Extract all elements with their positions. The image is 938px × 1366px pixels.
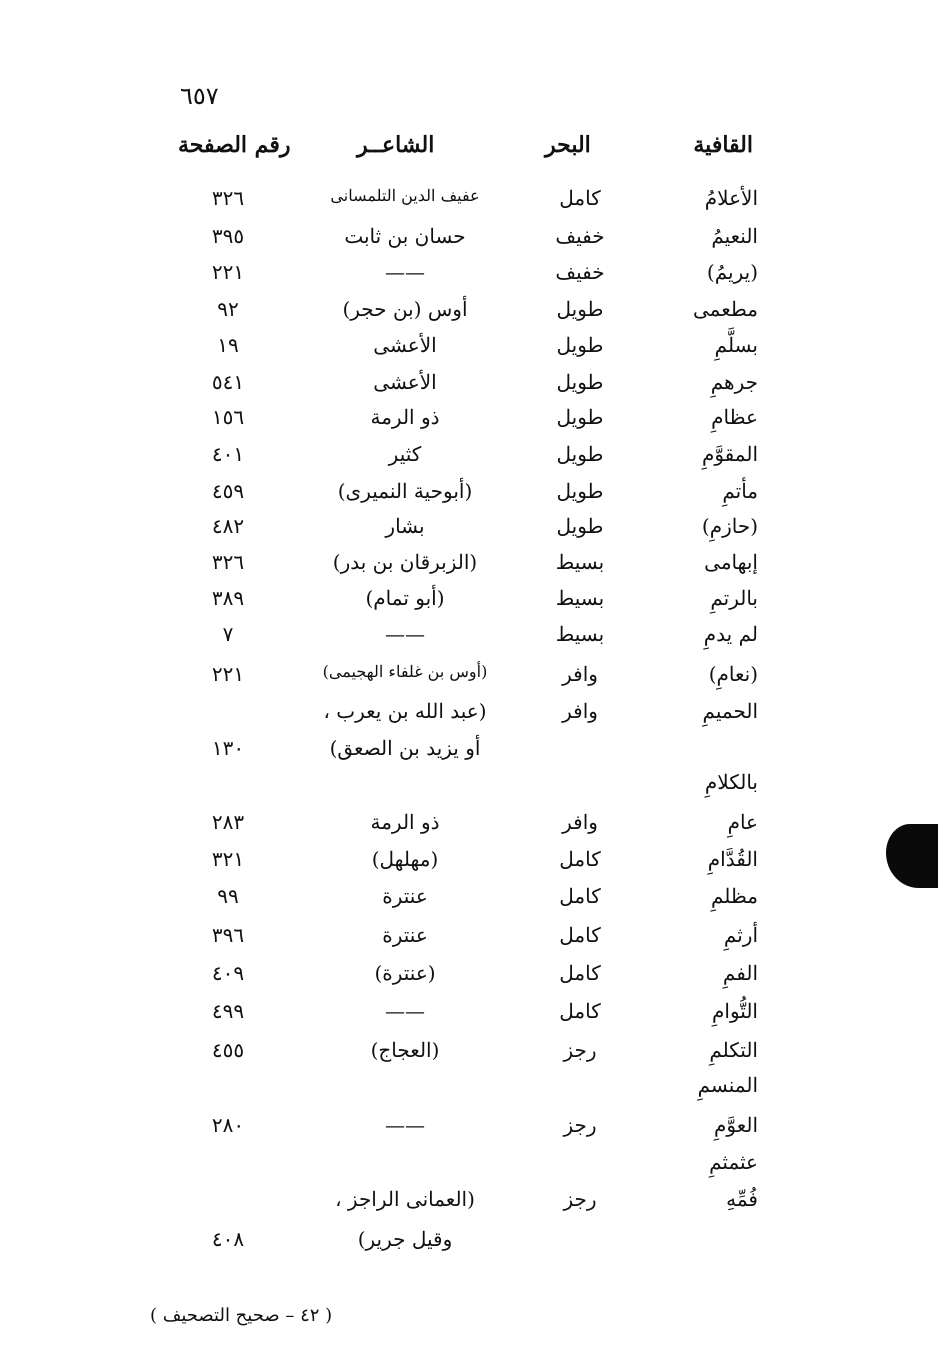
qafia-cell: لم يدمِ [703,622,758,646]
page-cell: ١٣٠ [211,736,245,760]
page-cell: ٣٢٦ [211,186,245,210]
poet-cell: وقيل جرير) [357,1227,453,1251]
header-poet: الشاعــر [357,132,435,158]
bahr-cell: طويل [556,442,604,466]
bahr-cell: طويل [556,514,604,538]
bahr-cell: كامل [559,999,601,1023]
header-qafia: القافية [693,132,753,158]
poet-cell: —— [385,260,425,284]
qafia-cell: (نعامِ) [708,662,758,686]
poet-cell: (مهلهل) [371,847,439,871]
bahr-cell: طويل [556,297,604,321]
bahr-cell: بسيط [555,586,605,610]
qafia-cell: المنسمِ [697,1073,758,1097]
qafia-cell: (يريمُ) [706,260,758,284]
poet-cell: أو يزيد بن الصعق) [329,736,481,760]
qafia-cell: بسلَّمِ [714,333,758,357]
bahr-cell: وافر [562,662,598,686]
page-cell: ٥٤١ [211,370,245,394]
poet-cell: ذو الرمة [370,810,440,834]
qafia-cell: بالكلامِ [704,770,758,794]
page-cell: ٣٩٦ [211,923,245,947]
qafia-cell: عظامِ [711,405,758,429]
qafia-cell: عثمثمِ [709,1150,758,1174]
bahr-cell: كامل [559,961,601,985]
page-cell: ٧ [222,622,234,646]
poet-cell: عفيف الدين التلمسانى [330,186,480,205]
qafia-cell: النعيمُ [711,224,758,248]
bahr-cell: بسيط [555,622,605,646]
bahr-cell: خفيف [555,260,605,284]
qafia-cell: الفمِ [722,961,758,985]
poet-cell: (العمانى الراجز ، [335,1187,475,1211]
poet-cell: (العجاج) [370,1038,440,1062]
poet-cell: الأعشى [373,333,437,357]
poet-cell: (أبوحية النميرى) [337,479,473,503]
bahr-cell: رجز [563,1113,597,1137]
page-cell: ٤٠١ [211,442,245,466]
page-cell: ٩٢ [217,297,239,321]
page-cell: ١٥٦ [211,405,245,429]
qafia-cell: العوَّمِ [713,1113,758,1137]
qafia-cell: بالرتمِ [710,586,758,610]
poet-cell: حسان بن ثابت [344,224,466,248]
page-number: ٦٥٧ [180,82,219,110]
header-bahr: البحر [545,132,591,158]
page-cell: ٤٥٩ [211,479,245,503]
poet-cell: عنترة [382,923,428,947]
page-cell: ٣٨٩ [211,586,245,610]
bahr-cell: رجز [563,1187,597,1211]
poet-cell: —— [385,999,425,1023]
qafia-cell: جرهمِ [710,370,758,394]
page-cell: ٣٢١ [211,847,245,871]
qafia-cell: عامِ [727,810,758,834]
qafia-cell: مظلمِ [710,884,758,908]
poet-cell: (عبد الله بن يعرب ، [323,699,487,723]
bahr-cell: بسيط [555,550,605,574]
page-cell: ٤٠٩ [211,961,245,985]
page-cell: ٢٢١ [211,260,245,284]
qafia-cell: إبهامى [704,550,758,574]
poet-cell: بشار [385,514,425,538]
poet-cell: الأعشى [373,370,437,394]
page-cell: ٣٩٥ [211,224,245,248]
qafia-cell: التُّوامِ [712,999,758,1023]
poet-cell: (عنترة) [374,961,436,985]
qafia-cell: التكلمِ [709,1038,758,1062]
bahr-cell: وافر [562,810,598,834]
header-page: رقم الصفحة [178,132,291,158]
qafia-cell: أرثمِ [723,923,758,947]
bahr-cell: كامل [559,186,601,210]
poet-cell: ذو الرمة [370,405,440,429]
qafia-cell: مأتمِ [722,479,758,503]
poet-cell: (أوس بن غلفاء الهجيمى) [322,662,488,681]
bahr-cell: كامل [559,923,601,947]
page-cell: ١٩ [217,333,239,357]
page-cell: ٢٨٠ [211,1113,245,1137]
page-cell: ٩٩ [217,884,239,908]
page-cell: ٢٨٣ [211,810,245,834]
bahr-cell: طويل [556,405,604,429]
qafia-cell: القُدَّامِ [707,847,758,871]
bahr-cell: وافر [562,699,598,723]
qafia-cell: مطعمى [693,297,758,321]
poet-cell: —— [385,622,425,646]
bahr-cell: رجز [563,1038,597,1062]
bahr-cell: خفيف [555,224,605,248]
page-cell: ٤٠٨ [211,1227,245,1251]
page-cell: ٤٨٢ [211,514,245,538]
qafia-cell: (حازمِ) [701,514,758,538]
bahr-cell: طويل [556,370,604,394]
bahr-cell: كامل [559,847,601,871]
page-cell: ٢٢١ [211,662,245,686]
poet-cell: (أبو تمام) [365,586,445,610]
qafia-cell: فُمِّهِ [726,1187,758,1211]
poet-cell: (الزبرقان بن بدر) [332,550,478,574]
footer-note: ( ٤٢ – صحيح التصحيف ) [150,1305,333,1326]
qafia-cell: الأعلامُ [704,186,758,210]
qafia-cell: المقوَّمِ [701,442,758,466]
poet-cell: عنترة [382,884,428,908]
bahr-cell: كامل [559,884,601,908]
poet-cell: أوس (بن حجر) [342,297,468,321]
bahr-cell: طويل [556,333,604,357]
poet-cell: —— [385,1113,425,1137]
page-cell: ٤٩٩ [211,999,245,1023]
bahr-cell: طويل [556,479,604,503]
page-cell: ٤٥٥ [211,1038,245,1062]
poet-cell: كثير [388,442,422,466]
page-cell: ٣٢٦ [211,550,245,574]
qafia-cell: الحميمِ [702,699,758,723]
